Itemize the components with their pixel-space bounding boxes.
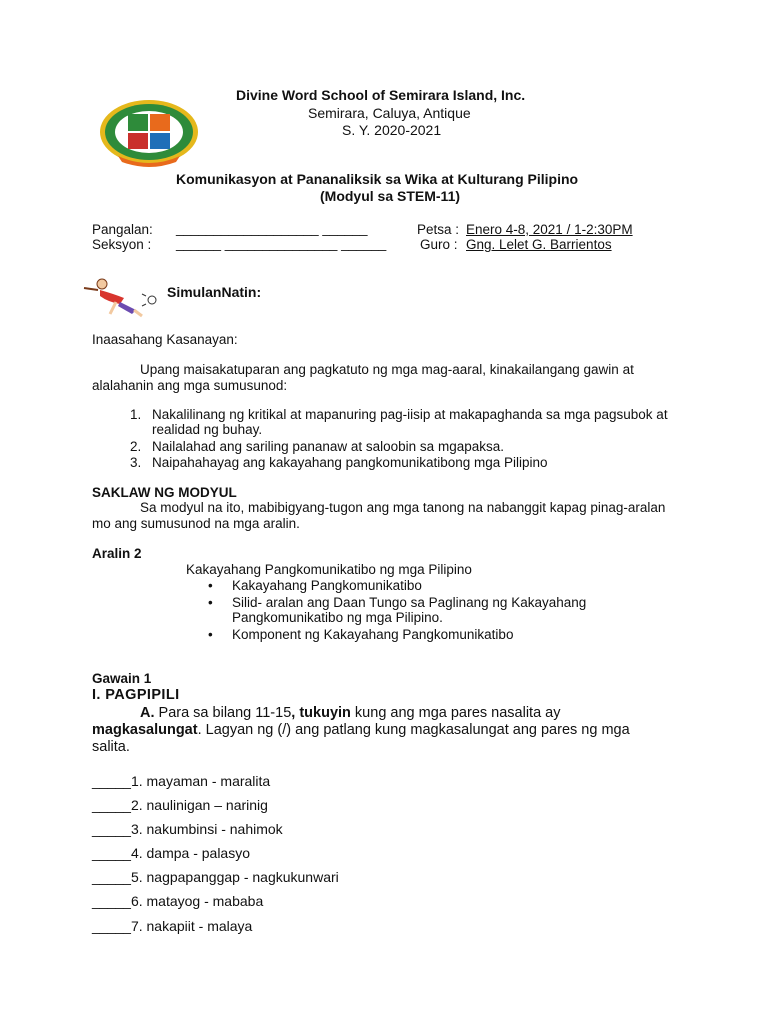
simulan-heading: SimulanNatin: — [167, 284, 262, 300]
pangalan-blank[interactable]: ___________________ ______ — [176, 221, 368, 236]
petsa-label: Petsa : — [417, 222, 460, 237]
gawain-label: Gawain 1 — [92, 671, 152, 686]
objective-number: 2. — [130, 439, 142, 454]
petsa-value: Enero 4-8, 2021 / 1-2:30PM — [466, 222, 633, 237]
objective-item — [130, 455, 548, 470]
instruction-tukuyin: tukuyin — [295, 705, 351, 721]
instruction-magkasalungat: magkasalungat — [92, 722, 198, 738]
item-text: 1. mayaman - maralita — [130, 773, 271, 789]
running-cartoon-icon — [80, 276, 162, 318]
intro-line-1: Upang maisakatuparan ang pagkatuto ng mga mag-aaral, kinakailangang gawin at — [140, 362, 634, 377]
pagpipili-heading: I. PAGPIPILI — [92, 687, 180, 703]
list-item — [92, 773, 270, 789]
objective-text: Nakalilinang ng kritikal at mapanuring pag-iisip at makapaghanda sa mga pagsubok at — [152, 407, 668, 422]
instruction-text: kung ang mga pares nasalita ay — [350, 705, 561, 721]
saklaw-line-1: Sa modyul na ito, mabibigyang-tugon ang mga tanong na nabanggit kapag pinag-aralan — [140, 500, 666, 515]
list-item — [92, 797, 268, 813]
answer-blank[interactable]: _____ — [92, 893, 131, 909]
answer-blank[interactable]: _____ — [92, 869, 131, 885]
instruction-text: . Lagyan ng (/) ang patlang kung magkasalungat ang pares ng mga — [197, 722, 630, 738]
objective-text: Nailalahad ang sariling pananaw at saloobin sa mgapaksa. — [152, 439, 504, 454]
list-item — [92, 918, 252, 934]
item-text: 6. matayog - mababa — [130, 893, 264, 909]
answer-blank[interactable]: _____ — [92, 821, 131, 837]
instruction-comma: , — [291, 705, 296, 721]
list-item — [92, 869, 339, 885]
objective-number: 1. — [130, 407, 142, 422]
aralin-title: Kakayahang Pangkomunikatibo ng mga Pilipino — [186, 562, 472, 577]
item-text: 3. nakumbinsi - nahimok — [130, 821, 283, 837]
objective-number: 3. — [130, 455, 142, 470]
answer-blank[interactable]: _____ — [92, 918, 131, 934]
instruction-line-1 — [140, 705, 560, 721]
school-address: Semirara, Caluya, Antique — [308, 105, 471, 121]
guro-value: Gng. Lelet G. Barrientos — [466, 237, 612, 252]
seksyon-label: Seksyon : — [92, 237, 152, 252]
aralin-bullet: • Komponent ng Kakayahang Pangkomunikatibo — [232, 627, 513, 642]
school-year: S. Y. 2020-2021 — [342, 122, 442, 138]
inaasahang-heading: Inaasahang Kasanayan: — [92, 332, 238, 347]
item-text: 7. nakapiit - malaya — [130, 918, 253, 934]
module-title: (Modyul sa STEM-11) — [320, 188, 461, 204]
objective-text: Naipahahayag ang kakayahang pangkomunikatibong mga Pilipino — [152, 455, 548, 470]
instruction-text: Para sa bilang 11-15 — [154, 705, 292, 721]
instruction-line-3: salita. — [92, 739, 130, 755]
objective-item — [130, 407, 668, 422]
intro-line-2: alalahanin ang mga sumusunod: — [92, 378, 288, 393]
subject-title: Komunikasyon at Pananaliksik sa Wika at Kulturang Pilipino — [176, 171, 579, 187]
list-item — [92, 845, 250, 861]
aralin-bullet-continued: Pangkomunikatibo ng mga Pilipino. — [232, 610, 443, 625]
answer-blank[interactable]: _____ — [92, 845, 131, 861]
instruction-letter: A. — [140, 705, 155, 721]
instruction-line-2 — [92, 722, 630, 738]
aralin-bullet: • Kakayahang Pangkomunikatibo — [232, 578, 422, 593]
answer-blank[interactable]: _____ — [92, 797, 131, 813]
school-name: Divine Word School of Semirara Island, Inc. — [236, 87, 526, 103]
guro-label: Guro : — [420, 237, 458, 252]
aralin-label: Aralin 2 — [92, 546, 142, 561]
saklaw-heading: SAKLAW NG MODYUL — [92, 485, 237, 500]
objective-text-continued: realidad ng buhay. — [152, 422, 263, 437]
school-seal-logo — [98, 98, 200, 168]
pangalan-label: Pangalan: — [92, 222, 153, 237]
seksyon-blank[interactable]: ______ _______________ ______ — [176, 236, 387, 251]
list-item — [92, 821, 283, 837]
objective-item — [130, 439, 504, 454]
item-text: 4. dampa - palasyo — [130, 845, 251, 861]
list-item — [92, 893, 263, 909]
item-text: 2. naulinigan – narinig — [130, 797, 268, 813]
aralin-bullet: • Silid- aralan ang Daan Tungo sa Paglinang ng Kakayahang — [232, 595, 586, 610]
item-text: 5. nagpapanggap - nagkukunwari — [130, 869, 339, 885]
saklaw-line-2: mo ang sumusunod na mga aralin. — [92, 516, 300, 531]
answer-blank[interactable]: _____ — [92, 773, 131, 789]
